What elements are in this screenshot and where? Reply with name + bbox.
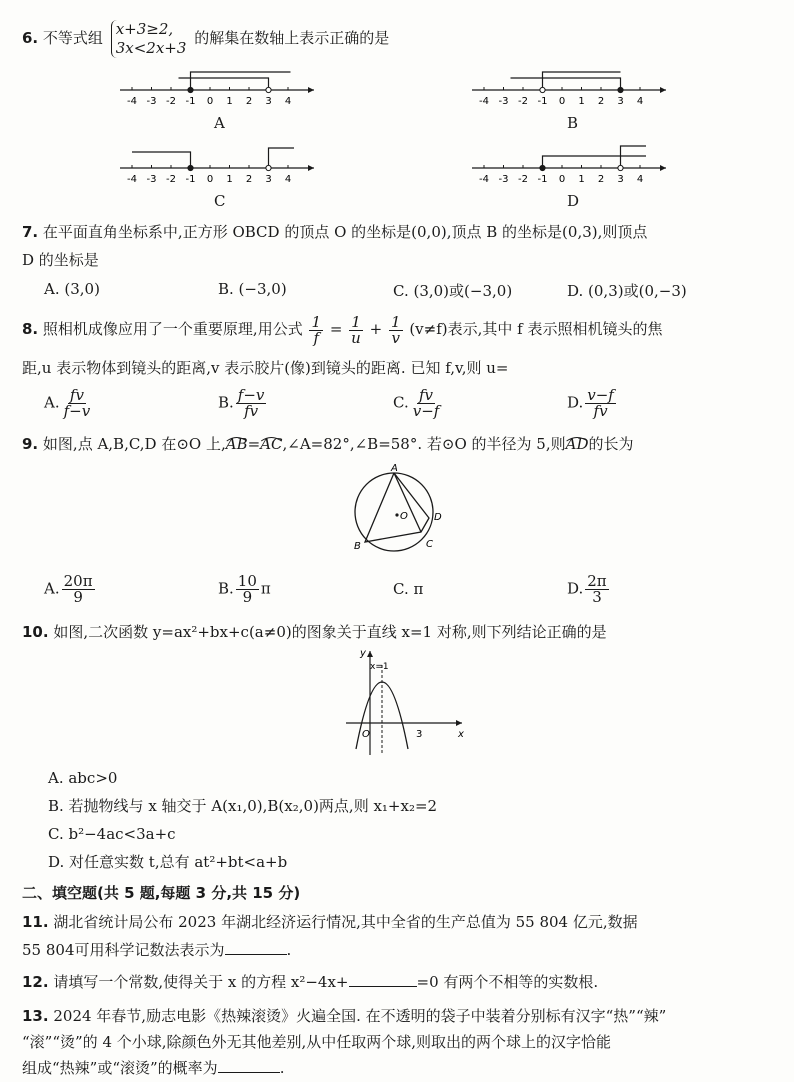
- question-13-line3: 组成“热辣”或“滚烫”的概率为 .: [22, 1059, 285, 1077]
- question-13-line2: “滚”“烫”的 4 个小球,除颜色外无其他差别,从中任取两个球,则取出的两个球上的汉字恰能: [22, 1033, 612, 1051]
- q7-option-c[interactable]: C. (3,0)或(−3,0): [393, 282, 513, 300]
- tick-label: 0: [558, 174, 566, 185]
- question-number: 9.: [22, 435, 39, 453]
- number-line-a-graphic: [120, 72, 314, 107]
- number-line-option-a: [118, 62, 318, 112]
- q9-option-b[interactable]: B. $\frac{10}{9}$ π: [218, 572, 271, 606]
- arc-ad: AD: [565, 435, 589, 453]
- parabola-figure: [340, 645, 470, 760]
- tick-label: 3: [265, 96, 272, 107]
- tick-label: 4: [284, 174, 292, 185]
- arc-ab: AB: [225, 435, 248, 453]
- number-line-option-d: [470, 140, 670, 190]
- tick-label: 1: [578, 96, 585, 107]
- tick-label: 0: [206, 174, 214, 185]
- question-8-line2: 距,u 表示物体到镜头的距离,v 表示胶片(像)到镜头的距离. 已知 f,v,则 u=: [22, 359, 509, 377]
- tick-label: 4: [636, 174, 644, 185]
- tick-label: -4: [479, 96, 489, 107]
- arc-ac: AC: [260, 435, 283, 453]
- question-7-line2: D 的坐标是: [22, 251, 99, 269]
- axis-of-symmetry-label: x=1: [370, 662, 389, 672]
- question-number: 7.: [22, 223, 39, 241]
- tick-label: -2: [518, 96, 528, 107]
- label-d: D: [434, 512, 442, 523]
- tick-label: 2: [245, 96, 253, 107]
- tick-label: 1: [226, 96, 233, 107]
- number-line-b-graphic: [472, 72, 666, 107]
- q9-option-d[interactable]: D. $\frac{2\pi}{3}$: [567, 572, 607, 606]
- question-9-stem: 9. 如图,点 A,B,C,D 在⊙O 上,AB=AC,∠A=82°,∠B=58°. 若⊙O 的半径为 5,则AD的长为: [22, 435, 634, 453]
- tick-label: -4: [127, 174, 137, 185]
- number-line-option-c: [118, 140, 318, 190]
- tick-label: -2: [166, 96, 176, 107]
- question-11-stem: 11. 湖北省统计局公布 2023 年湖北经济运行情况,其中全省的生产总值为 55 804 亿元,数据: [22, 913, 638, 931]
- tick-label: -4: [127, 96, 137, 107]
- q8-option-d[interactable]: D. $\frac{v-f}{fv}$: [567, 386, 614, 420]
- section-heading-fill-in: 二、填空题(共 5 题,每题 3 分,共 15 分): [22, 884, 301, 902]
- y-axis-label: y: [360, 648, 366, 659]
- question-13-stem: 13. 2024 年春节,励志电影《热辣滚烫》火遍全国. 在不透明的袋子中装着分别标有汉字“热”“辣”: [22, 1007, 667, 1025]
- question-number: 8.: [22, 320, 39, 338]
- tick-label: 2: [597, 96, 605, 107]
- q10-option-a[interactable]: A. abc>0: [48, 769, 118, 787]
- tick-label: 3: [617, 174, 624, 185]
- x-axis-label: x: [458, 729, 464, 740]
- tick-label: 3: [265, 174, 272, 185]
- answer-blank-13[interactable]: [218, 1058, 280, 1073]
- question-number: 12.: [22, 973, 49, 991]
- q7-option-a[interactable]: A. (3,0): [44, 280, 100, 298]
- fraction-1-over-u: $\frac{1}{u}$: [351, 312, 361, 347]
- circle-figure: [345, 462, 455, 562]
- tick-label: 2: [245, 174, 253, 185]
- fraction-1-over-f: $\frac{1}{f}$: [311, 312, 322, 347]
- q9-option-c[interactable]: C. π: [393, 580, 424, 598]
- label-a: A: [391, 463, 398, 474]
- option-label-c: C: [214, 192, 226, 210]
- tick-label: -2: [166, 174, 176, 185]
- tick-label: 4: [284, 96, 292, 107]
- tick-label: 0: [558, 96, 566, 107]
- question-12-stem: 12. 请填写一个常数,使得关于 x 的方程 x²−4x+ =0 有两个不相等的实数根.: [22, 973, 599, 991]
- question-number: 11.: [22, 913, 49, 931]
- q7-option-b[interactable]: B. (−3,0): [218, 280, 287, 298]
- option-label-d: D: [567, 192, 580, 210]
- tick-label: -3: [146, 174, 157, 185]
- q8-option-a[interactable]: A. $\frac{fv}{f-v}$: [44, 386, 91, 420]
- tick-label: -1: [537, 96, 548, 107]
- fraction-1-over-v: $\frac{1}{v}$: [390, 312, 401, 347]
- number-line-c-graphic: [120, 148, 314, 185]
- tick-label: -3: [498, 174, 509, 185]
- option-label-a: A: [214, 114, 225, 132]
- tick-label: 1: [578, 174, 585, 185]
- tick-label: 2: [597, 174, 605, 185]
- tick-label: -2: [518, 174, 528, 185]
- tick-label: -3: [498, 96, 509, 107]
- label-b: B: [354, 541, 361, 552]
- q7-option-d[interactable]: D. (0,3)或(0,−3): [567, 282, 687, 300]
- tick-label: 4: [636, 96, 644, 107]
- inequality-system: x+3≥2, 3x<2x+3: [111, 20, 187, 58]
- q8-option-b[interactable]: B. $\frac{f-v}{fv}$: [218, 386, 265, 420]
- number-line-option-b: [470, 62, 670, 112]
- q10-option-c[interactable]: C. b²−4ac<3a+c: [48, 825, 176, 843]
- tick-label: -1: [185, 174, 196, 185]
- question-8-stem: 8. 照相机成像应用了一个重要原理,用公式 $\frac{1}{f}$ = $\frac{1}{u}$ + $\frac{1}{v}$ (v≠f)表示,其中 f 表示照相机镜头的焦: [22, 312, 663, 347]
- tick-label: -1: [185, 96, 196, 107]
- question-7-stem: 7. 在平面直角坐标系中,正方形 OBCD 的顶点 O 的坐标是(0,0),顶点 B 的坐标是(0,3),则顶点: [22, 223, 648, 241]
- question-number: 6.: [22, 29, 39, 47]
- q8-option-c[interactable]: C. $\frac{fv}{v-f}$: [393, 386, 440, 420]
- q10-option-d[interactable]: D. 对任意实数 t,总有 at²+bt<a+b: [48, 853, 288, 871]
- q9-option-a[interactable]: A. $\frac{20\pi}{9}$: [44, 572, 93, 606]
- question-6-stem: 6. 不等式组 x+3≥2, 3x<2x+3 的解集在数轴上表示正确的是: [22, 20, 390, 57]
- label-o: O: [400, 511, 408, 522]
- tick-label: 0: [206, 96, 214, 107]
- tick-label: 1: [226, 174, 233, 185]
- tick-label: 3: [617, 96, 624, 107]
- answer-blank-12[interactable]: [349, 972, 417, 987]
- tick-label: -3: [146, 96, 157, 107]
- q10-option-b[interactable]: B. 若抛物线与 x 轴交于 A(x₁,0),B(x₂,0)两点,则 x₁+x₂=2: [48, 797, 438, 815]
- question-10-stem: 10. 如图,二次函数 y=ax²+bx+c(a≠0)的图象关于直线 x=1 对称,则下列结论正确的是: [22, 623, 607, 641]
- three-label: 3: [416, 729, 423, 740]
- number-line-d-graphic: [472, 146, 666, 185]
- question-number: 13.: [22, 1007, 49, 1025]
- tick-label: -4: [479, 174, 489, 185]
- question-number: 10.: [22, 623, 49, 641]
- question-11-line2: 55 804可用科学记数法表示为 .: [22, 941, 292, 959]
- label-c: C: [426, 539, 433, 550]
- answer-blank-11[interactable]: [225, 940, 287, 955]
- tick-label: -1: [537, 174, 548, 185]
- origin-label: O: [362, 729, 370, 740]
- option-label-b: B: [567, 114, 579, 132]
